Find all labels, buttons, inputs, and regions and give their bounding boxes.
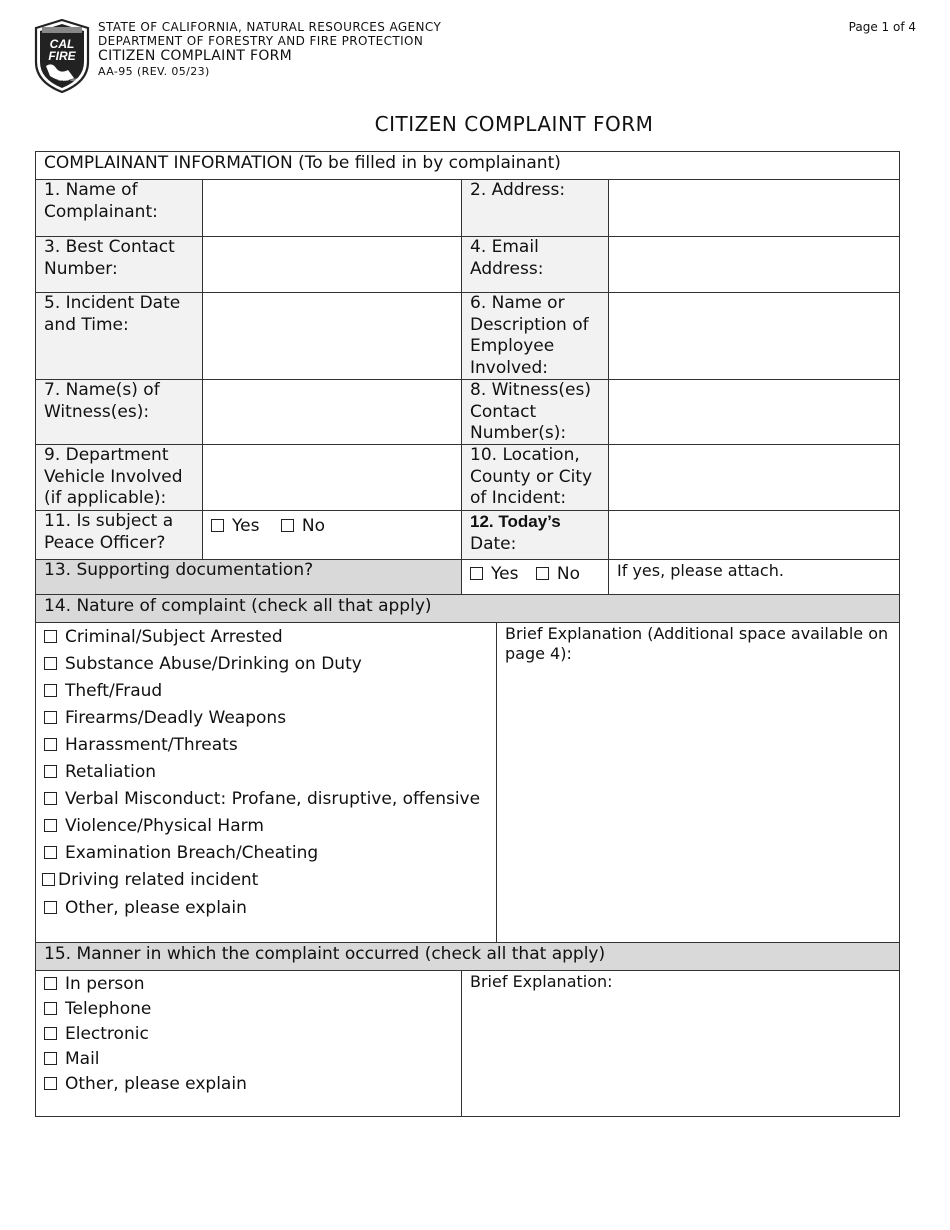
manner-option-electronic[interactable] xyxy=(44,1022,453,1047)
supporting-doc-no-option[interactable] xyxy=(536,564,580,586)
name-of-complainant-field[interactable] xyxy=(202,179,462,237)
option-label: Telephone xyxy=(65,999,152,1019)
checkbox-icon[interactable] xyxy=(44,711,57,724)
todays-date-rest-label: Date: xyxy=(470,533,517,554)
supporting-doc-yes-option[interactable] xyxy=(470,564,518,586)
attach-note: If yes, please attach. xyxy=(608,559,900,595)
witness-contact-numbers-field[interactable] xyxy=(608,379,900,445)
checkbox-icon[interactable] xyxy=(44,792,57,805)
checkbox-icon[interactable] xyxy=(44,1002,57,1015)
option-label: Other, please explain xyxy=(65,898,247,918)
option-label: Criminal/Subject Arrested xyxy=(65,627,283,647)
checkbox-icon[interactable] xyxy=(44,901,57,914)
label-department-vehicle: 9. Department Vehicle Involved (if applicable): xyxy=(35,444,203,511)
manner-option-other[interactable] xyxy=(44,1072,453,1097)
manner-option-in-person[interactable] xyxy=(44,972,453,997)
cal-fire-logo xyxy=(32,18,92,94)
checkbox-icon[interactable] xyxy=(44,1052,57,1065)
checkbox-icon[interactable] xyxy=(44,630,57,643)
page-title: CITIZEN COMPLAINT FORM xyxy=(374,112,654,136)
nature-option-substance-abuse[interactable] xyxy=(44,651,488,678)
manner-option-telephone[interactable] xyxy=(44,997,453,1022)
checkbox-icon[interactable] xyxy=(44,657,57,670)
checkbox-icon[interactable] xyxy=(44,1027,57,1040)
manner-section-heading: 15. Manner in which the complaint occurred (check all that apply) xyxy=(35,942,900,971)
agency-line-1: STATE OF CALIFORNIA, NATURAL RESOURCES AGENCY xyxy=(98,20,442,34)
manner-options-list xyxy=(35,970,462,1117)
nature-option-verbal-misconduct[interactable] xyxy=(44,786,488,813)
option-label: Violence/Physical Harm xyxy=(65,816,264,836)
employee-involved-field[interactable] xyxy=(608,292,900,380)
option-label: Electronic xyxy=(65,1024,149,1044)
label-witness-contact-numbers: 8. Witness(es) Contact Number(s): xyxy=(461,379,609,445)
checkbox-icon[interactable] xyxy=(44,684,57,697)
agency-line-2: DEPARTMENT OF FORESTRY AND FIRE PROTECTION xyxy=(98,34,424,48)
manner-option-mail[interactable] xyxy=(44,1047,453,1072)
option-label: Harassment/Threats xyxy=(65,735,238,755)
option-label: Substance Abuse/Drinking on Duty xyxy=(65,654,362,674)
incident-date-time-field[interactable] xyxy=(202,292,462,380)
location-of-incident-field[interactable] xyxy=(608,444,900,511)
nature-option-retaliation[interactable] xyxy=(44,759,488,786)
address-field[interactable] xyxy=(608,179,900,237)
complainant-section-heading: COMPLAINANT INFORMATION (To be filled in by complainant) xyxy=(35,151,900,180)
option-label: In person xyxy=(65,974,145,994)
checkbox-icon[interactable] xyxy=(44,846,57,859)
logo-text-fire: FIRE xyxy=(48,49,76,63)
todays-date-bold-label: 12. Today’s xyxy=(470,512,561,531)
form-name: CITIZEN COMPLAINT FORM xyxy=(98,48,293,64)
best-contact-number-field[interactable] xyxy=(202,236,462,293)
option-label: Firearms/Deadly Weapons xyxy=(65,708,287,728)
option-label: Mail xyxy=(65,1049,100,1069)
supporting-documentation-options xyxy=(461,559,609,595)
option-label: Retaliation xyxy=(65,762,157,782)
department-vehicle-field[interactable] xyxy=(202,444,462,511)
label-supporting-documentation: 13. Supporting documentation? xyxy=(35,559,462,595)
no-label: No xyxy=(556,564,580,584)
label-best-contact-number: 3. Best Contact Number: xyxy=(35,236,203,293)
nature-option-other[interactable] xyxy=(44,895,488,922)
peace-officer-yes-option[interactable] xyxy=(211,516,259,538)
label-incident-date-time: 5. Incident Date and Time: xyxy=(35,292,203,380)
witnesses-field[interactable] xyxy=(202,379,462,445)
yes-label: Yes xyxy=(232,516,260,536)
option-label: Examination Breach/Cheating xyxy=(65,843,319,863)
header-agency-block xyxy=(98,20,441,78)
nature-option-criminal[interactable] xyxy=(44,624,488,651)
nature-options-list xyxy=(35,622,497,943)
label-location-of-incident: 10. Location, County or City of Incident: xyxy=(461,444,609,511)
label-witnesses: 7. Name(s) of Witness(es): xyxy=(35,379,203,445)
checkbox-icon[interactable] xyxy=(44,819,57,832)
nature-option-theft-fraud[interactable] xyxy=(44,678,488,705)
label-employee-involved: 6. Name or Description of Employee Involved: xyxy=(461,292,609,380)
page-indicator: Page 1 of 4 xyxy=(848,20,916,34)
label-name-of-complainant: 1. Name of Complainant: xyxy=(35,179,203,237)
email-address-field[interactable] xyxy=(608,236,900,293)
checkbox-icon[interactable] xyxy=(44,977,57,990)
nature-section-heading: 14. Nature of complaint (check all that apply) xyxy=(35,594,900,623)
nature-option-examination-breach[interactable] xyxy=(44,840,488,867)
nature-option-firearms[interactable] xyxy=(44,705,488,732)
checkbox-icon[interactable] xyxy=(44,765,57,778)
peace-officer-options xyxy=(202,510,462,560)
todays-date-field[interactable] xyxy=(608,510,900,560)
checkbox-icon[interactable] xyxy=(281,519,294,532)
option-label: Theft/Fraud xyxy=(65,681,163,701)
checkbox-icon[interactable] xyxy=(42,873,55,886)
no-label: No xyxy=(301,516,325,536)
label-todays-date xyxy=(461,510,609,560)
manner-explanation-field[interactable]: Brief Explanation: xyxy=(461,970,900,1117)
checkbox-icon[interactable] xyxy=(44,738,57,751)
yes-label: Yes xyxy=(491,564,519,584)
label-email-address: 4. Email Address: xyxy=(461,236,609,293)
label-peace-officer: 11. Is subject a Peace Officer? xyxy=(35,510,203,560)
label-address: 2. Address: xyxy=(461,179,609,237)
option-label: Driving related incident xyxy=(58,870,259,890)
option-label: Verbal Misconduct: Profane, disruptive, offensive xyxy=(65,789,481,809)
checkbox-icon[interactable] xyxy=(44,1077,57,1090)
nature-explanation-field[interactable]: Brief Explanation (Additional space available on page 4): xyxy=(496,622,900,943)
nature-option-violence[interactable] xyxy=(44,813,488,840)
checkbox-icon[interactable] xyxy=(470,567,483,580)
checkbox-icon[interactable] xyxy=(211,519,224,532)
logo-text-cal: CAL xyxy=(49,37,75,51)
nature-option-driving[interactable] xyxy=(44,867,488,894)
checkbox-icon[interactable] xyxy=(536,567,549,580)
form-number: AA-95 (REV. 05/23) xyxy=(98,65,210,78)
option-label: Other, please explain xyxy=(65,1074,247,1094)
logo-text-since: SINCE 1885 xyxy=(58,78,78,82)
peace-officer-no-option[interactable] xyxy=(281,516,325,538)
nature-option-harassment[interactable] xyxy=(44,732,488,759)
